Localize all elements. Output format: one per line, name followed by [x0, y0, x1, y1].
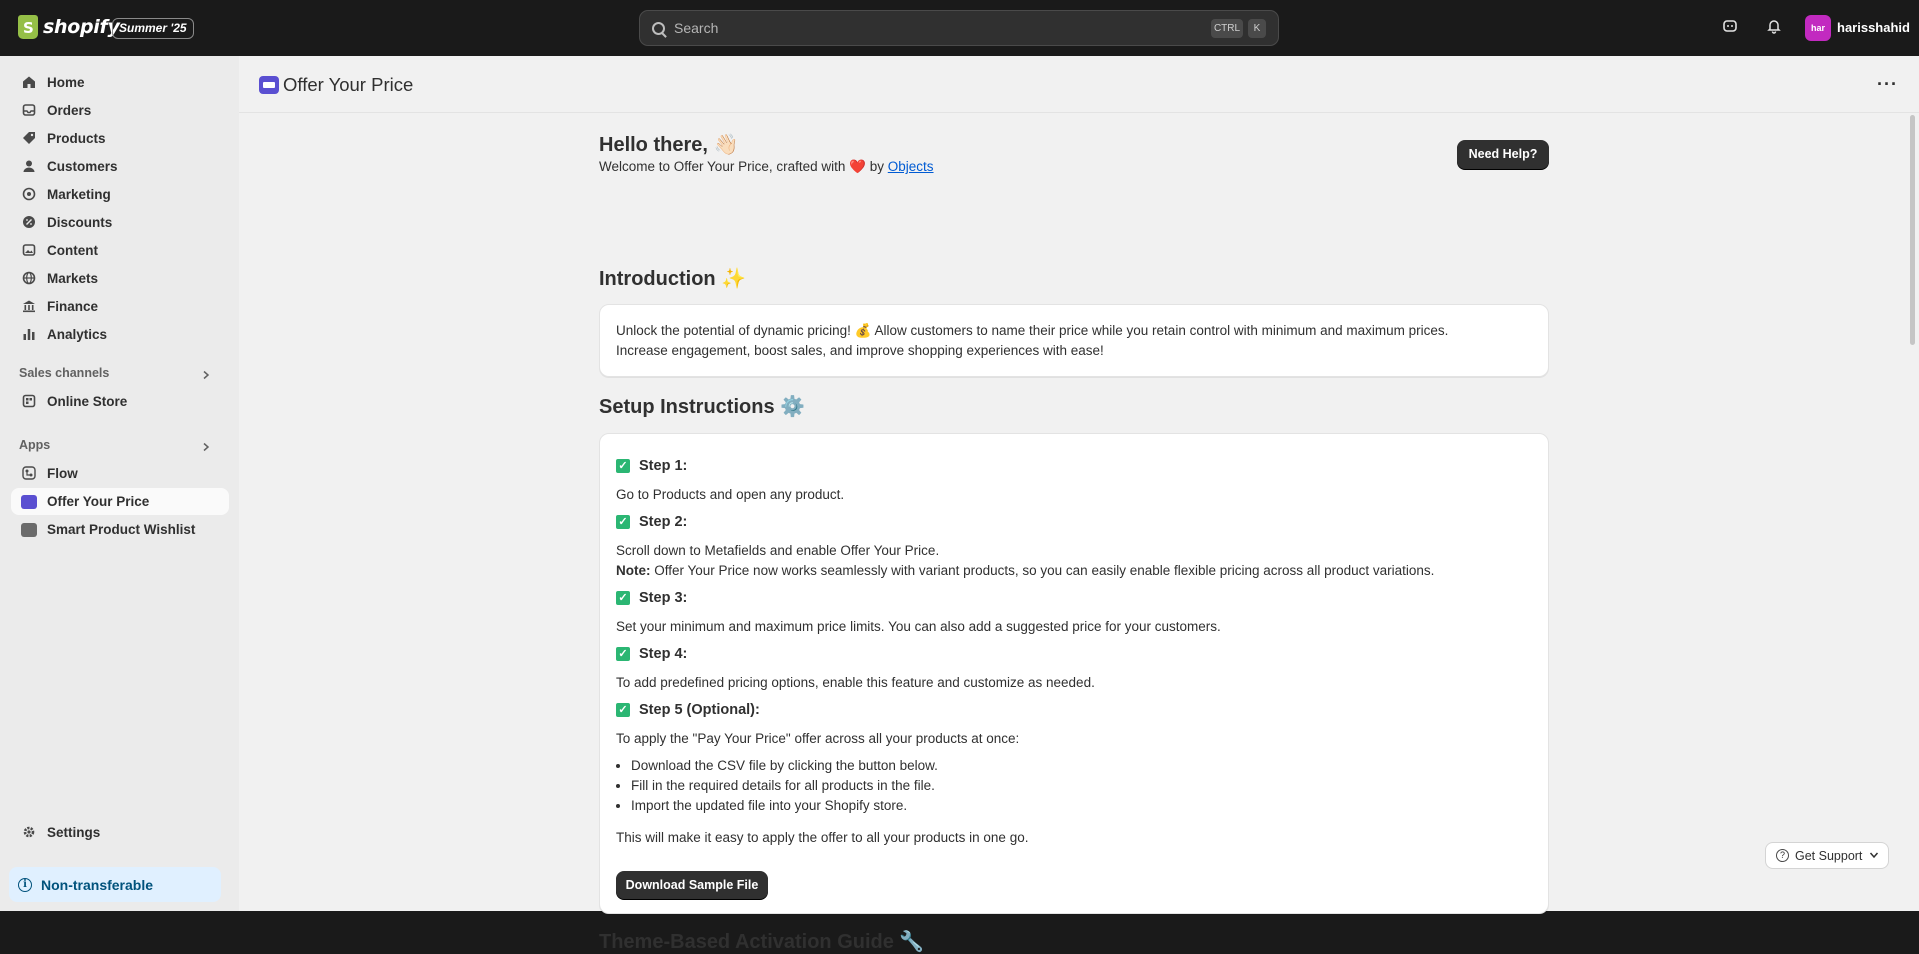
shortcut-ctrl-key: CTRL: [1211, 19, 1243, 38]
sidebar-item-label: Smart Product Wishlist: [47, 522, 196, 537]
store-name[interactable]: harisshahid: [1837, 20, 1910, 35]
target-icon: [21, 187, 37, 203]
offer-your-price-app-icon: [259, 76, 279, 94]
sidebar-item-markets[interactable]: [11, 265, 229, 292]
note-text: Offer Your Price now works seamlessly with variant products, so you can easily enable flexible pricing across all product variations.: [650, 563, 1435, 578]
note-label: Note:: [616, 563, 651, 578]
sidebar-item-home[interactable]: [11, 69, 229, 96]
store-avatar[interactable]: har: [1805, 15, 1831, 41]
search-icon: [652, 22, 665, 35]
sidebar-item-flow[interactable]: [11, 460, 229, 487]
step-1-title: [616, 458, 687, 474]
app-page: [599, 113, 1549, 953]
heart-icon: ❤️: [849, 159, 866, 174]
step-2-note: [616, 563, 1434, 578]
more-actions-icon[interactable]: ···: [1877, 74, 1898, 94]
chevron-right-icon[interactable]: [201, 440, 211, 450]
orders-icon: [21, 103, 37, 119]
step-title-text: Step 4:: [639, 646, 688, 662]
introduction-card: [599, 304, 1549, 377]
edition-badge[interactable]: Summer '25: [112, 18, 194, 39]
sales-channels-heading[interactable]: Sales channels: [19, 366, 110, 380]
sidebar-item-orders[interactable]: [11, 97, 229, 124]
step-title-text: Step 3:: [639, 590, 688, 606]
sidebar-item-label: Products: [47, 131, 106, 146]
apps-heading[interactable]: Apps: [19, 438, 51, 452]
app-title: Offer Your Price: [283, 74, 414, 95]
theme-activation-heading: Theme-Based Activation Guide 🔧: [599, 931, 925, 953]
sidebar-item-customers[interactable]: [11, 153, 229, 180]
sidebar-item-label: Markets: [47, 271, 99, 286]
download-sample-file-button[interactable]: Download Sample File: [616, 871, 768, 899]
sidebar-item-label: Finance: [47, 299, 99, 314]
sidebar-item-offer-your-price[interactable]: [11, 488, 229, 515]
intro-line-2: Increase engagement, boost sales, and improve shopping experiences with ease!: [616, 343, 1104, 358]
sidebar-item-label: Offer Your Price: [47, 494, 150, 509]
step-3-text: Set your minimum and maximum price limits. You can also add a suggested price for your customers.: [616, 619, 1221, 634]
objects-link[interactable]: Objects: [887, 159, 934, 174]
sidebar-item-analytics[interactable]: [11, 321, 229, 348]
sidebar-item-content[interactable]: [11, 237, 229, 264]
step-2-text: Scroll down to Metafields and enable Offer Your Price.: [616, 543, 940, 558]
chevron-down-icon: [1869, 849, 1879, 863]
brand-name: shopify: [43, 16, 120, 38]
list-item: • Import the updated file into your Shopify store.: [631, 796, 938, 816]
step-4-title: [616, 646, 687, 662]
sidebar-item-label: Settings: [47, 825, 101, 840]
step-5-title: [616, 702, 760, 718]
step-2-title: [616, 514, 687, 530]
chevron-right-icon[interactable]: [201, 368, 211, 378]
sidebar-item-products[interactable]: [11, 125, 229, 152]
need-help-button[interactable]: Need Help?: [1457, 140, 1549, 169]
shopify-bag-icon: [18, 15, 38, 39]
step-4-text: To add predefined pricing options, enable this feature and customize as needed.: [616, 675, 1095, 690]
introduction-heading: Introduction ✨: [599, 268, 747, 290]
setup-instructions-card: [599, 433, 1549, 914]
main-content: [239, 56, 1919, 953]
tag-icon: [21, 131, 37, 147]
app-title-bar: [239, 56, 1919, 113]
sidebar-item-label: Analytics: [47, 327, 108, 342]
checkmark-icon: ✓: [616, 591, 630, 605]
offer-your-price-app-icon: [21, 495, 37, 509]
step-title-text: Step 5 (Optional):: [639, 702, 760, 718]
step-3-title: [616, 590, 687, 606]
person-icon: [21, 159, 37, 175]
sidebar-item-discounts[interactable]: [11, 209, 229, 236]
welcome-by: by: [869, 159, 884, 174]
step-title-text: Step 2:: [639, 514, 688, 530]
step-1-text: Go to Products and open any product.: [616, 487, 845, 502]
greeting-heading: Hello there, 👋🏻: [599, 134, 739, 156]
shopify-logo[interactable]: [18, 15, 120, 39]
sidebar-item-label: Discounts: [47, 215, 113, 230]
list-item: • Fill in the required details for all products in the file.: [631, 776, 938, 796]
checkmark-icon: ✓: [616, 647, 630, 661]
discount-icon: [21, 215, 37, 231]
search-input[interactable]: [639, 10, 1279, 46]
info-icon: i: [18, 878, 32, 892]
sidebar-item-label: Home: [47, 75, 85, 90]
sidebar: [0, 56, 239, 911]
sidebar-item-label: Customers: [47, 159, 118, 174]
list-item: • Download the CSV file by clicking the button below.: [631, 756, 938, 776]
sidebar-item-label: Flow: [47, 466, 78, 481]
intro-line-1: Unlock the potential of dynamic pricing! 💰 Allow customers to name their price while you retain control with minimum and maximum prices.: [616, 323, 1449, 338]
setup-instructions-heading: Setup Instructions ⚙️: [599, 396, 806, 418]
sidebar-item-marketing[interactable]: [11, 181, 229, 208]
sidebar-item-finance[interactable]: [11, 293, 229, 320]
flow-icon: [21, 466, 37, 482]
bank-icon: [21, 299, 37, 315]
search-placeholder: Search: [674, 20, 719, 36]
get-support-label: Get Support: [1795, 848, 1863, 863]
admin-shell: [0, 56, 1919, 953]
wishlist-app-icon: [21, 523, 37, 537]
sidebar-item-smart-product-wishlist[interactable]: [11, 516, 229, 543]
globe-icon: [21, 271, 37, 287]
sidekick-icon[interactable]: [1720, 18, 1740, 38]
non-transferable-banner[interactable]: [9, 867, 221, 902]
sidebar-item-label: Content: [47, 243, 98, 258]
storefront-icon: [21, 394, 37, 410]
welcome-text: [599, 159, 934, 175]
step-5-text: To apply the "Pay Your Price" offer across all your products at once:: [616, 731, 1020, 746]
sidebar-item-settings[interactable]: [11, 819, 229, 846]
home-icon: [21, 75, 37, 91]
bell-icon[interactable]: [1764, 18, 1784, 38]
question-icon: ?: [1776, 849, 1789, 862]
get-support-button[interactable]: [1765, 842, 1889, 869]
checkmark-icon: ✓: [616, 515, 630, 529]
step-title-text: Step 1:: [639, 458, 688, 474]
sidebar-item-online-store[interactable]: [11, 388, 229, 415]
scrollbar[interactable]: [1910, 115, 1915, 345]
shortcut-k-key: K: [1248, 19, 1266, 38]
top-bar: [0, 0, 1919, 56]
checkmark-icon: ✓: [616, 459, 630, 473]
sidebar-item-label: Orders: [47, 103, 92, 118]
sidebar-item-label: Marketing: [47, 187, 111, 202]
non-transferable-label: Non-transferable: [41, 876, 154, 893]
step-5-footer: This will make it easy to apply the offer to all your products in one go.: [616, 830, 1029, 845]
step-5-bullet-list: [631, 756, 938, 816]
welcome-prefix: Welcome to Offer Your Price, crafted with: [599, 159, 846, 174]
content-icon: [21, 243, 37, 259]
checkmark-icon: ✓: [616, 703, 630, 717]
gear-icon: [21, 825, 37, 841]
sidebar-item-label: Online Store: [47, 394, 128, 409]
bar-chart-icon: [21, 327, 37, 343]
